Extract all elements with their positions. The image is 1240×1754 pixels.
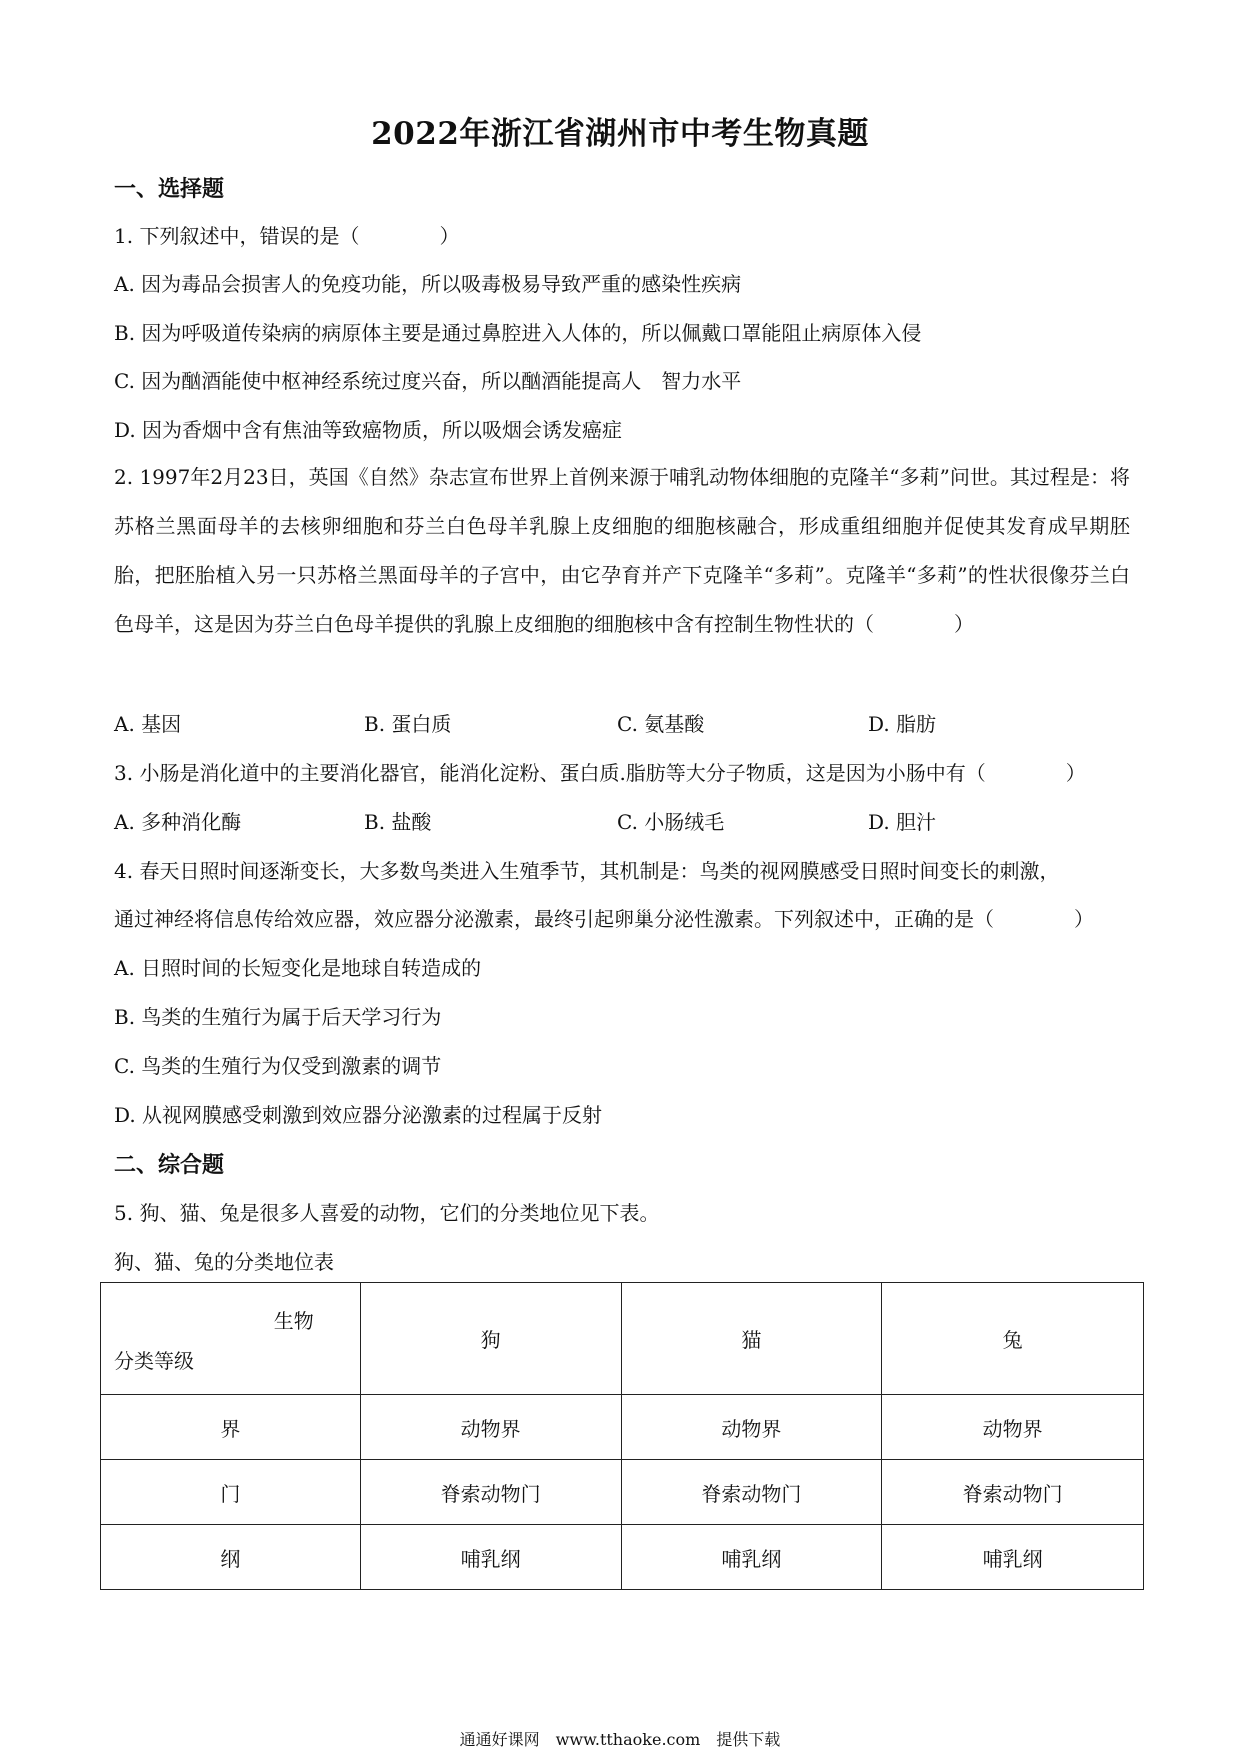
table-header-row <box>101 1283 1144 1395</box>
question-3-stem: 3. 小肠是消化道中的主要消化器官，能消化淀粉、蛋白质.脂肪等大分子物质，这是因为小肠中有（ ） <box>114 761 1086 785</box>
question-4-option-d: D. 从视网膜感受刺激到效应器分泌激素的过程属于反射 <box>114 1103 603 1127</box>
question-4-stem-line-2: 通过神经将信息传给效应器，效应器分泌激素，最终引起卵巢分泌性激素。下列叙述中，正确的是（ ） <box>114 907 1094 931</box>
table-cell: 动物界 <box>621 1395 882 1460</box>
question-1-option-a: A. 因为毒品会损害人的免疫功能，所以吸毒极易导致严重的感染性疾病 <box>114 272 742 296</box>
question-1-option-d: D. 因为香烟中含有焦油等致癌物质，所以吸烟会诱发癌症 <box>114 418 623 442</box>
table-cell: 动物界 <box>882 1395 1144 1460</box>
column-header-rabbit: 兔 <box>882 1283 1144 1395</box>
question-4-option-a: A. 日照时间的长短变化是地球自转造成的 <box>114 956 482 980</box>
row-rank-cell: 界 <box>101 1395 361 1460</box>
question-3-option-a: A. 多种消化酶 <box>114 810 242 834</box>
question-2-option-a: A. 基因 <box>114 712 182 736</box>
table-cell: 脊索动物门 <box>621 1460 882 1525</box>
classification-table <box>100 1282 1144 1590</box>
table-cell: 哺乳纲 <box>360 1525 621 1590</box>
question-3-option-c: C. 小肠绒毛 <box>617 810 725 834</box>
question-1-option-b: B. 因为呼吸道传染病的病原体主要是通过鼻腔进入人体的，所以佩戴口罩能阻止病原体入侵 <box>114 321 922 345</box>
row-rank-cell: 纲 <box>101 1525 361 1590</box>
table-row <box>101 1395 1144 1460</box>
question-1-option-c: C. 因为酗酒能使中枢神经系统过度兴奋，所以酗酒能提高人 智力水平 <box>114 369 742 393</box>
row-rank-cell: 门 <box>101 1460 361 1525</box>
question-3-option-b: B. 盐酸 <box>364 810 432 834</box>
question-1-stem: 1. 下列叙述中，错误的是（ ） <box>114 224 460 248</box>
question-4-option-b: B. 鸟类的生殖行为属于后天学习行为 <box>114 1005 442 1029</box>
table-row <box>101 1525 1144 1590</box>
table-cell: 脊索动物门 <box>360 1460 621 1525</box>
question-2-option-c: C. 氨基酸 <box>617 712 705 736</box>
table-cell: 哺乳纲 <box>621 1525 882 1590</box>
question-2-option-d: D. 脂肪 <box>868 712 937 736</box>
question-3-option-d: D. 胆汁 <box>868 810 937 834</box>
table-cell: 哺乳纲 <box>882 1525 1144 1590</box>
table-cell: 脊索动物门 <box>882 1460 1144 1525</box>
table-row <box>101 1460 1144 1525</box>
question-2-stem: 2. 1997年2月23日，英国《自然》杂志宣布世界上首例来源于哺乳动物体细胞的克隆羊“多莉”问世。其过程是：将苏格兰黑面母羊的去核卵细胞和芬兰白色母羊乳腺上皮细胞的细胞核融合，形成重组细胞并促使其发育成早期胚胎，把胚胎植入另一只苏格兰黑面母羊的子宫中，由它孕育并产下克隆羊“多莉”。克隆羊“多莉”的性状很像芬兰白色母羊，这是因为芬兰白色母羊提供的乳腺上皮细胞的细胞核中含有控制生物性状的（ ） <box>114 465 1130 636</box>
table-corner-cell <box>101 1283 361 1395</box>
column-header-dog: 狗 <box>360 1283 621 1395</box>
column-header-cat: 猫 <box>621 1283 882 1395</box>
table-caption: 狗、猫、兔的分类地位表 <box>114 1250 334 1274</box>
question-5-stem: 5. 狗、猫、兔是很多人喜爱的动物，它们的分类地位见下表。 <box>114 1201 660 1225</box>
corner-label-rank: 分类等级 <box>114 1349 194 1373</box>
table-cell: 动物界 <box>360 1395 621 1460</box>
section-heading-choice: 一、选择题 <box>114 176 225 202</box>
page-footer: 通通好课网 www.tthaoke.com 提供下载 <box>459 1730 781 1749</box>
question-2-option-b: B. 蛋白质 <box>364 712 452 736</box>
page-title: 2022年浙江省湖州市中考生物真题 <box>371 116 869 152</box>
question-4-option-c: C. 鸟类的生殖行为仅受到激素的调节 <box>114 1054 442 1078</box>
corner-label-organism: 生物 <box>273 1309 314 1333</box>
section-heading-comprehensive: 二、综合题 <box>114 1152 225 1178</box>
question-4-stem-line-1: 4. 春天日照时间逐渐变长，大多数鸟类进入生殖季节，其机制是：鸟类的视网膜感受日照时间变长的刺激， <box>114 859 1060 883</box>
